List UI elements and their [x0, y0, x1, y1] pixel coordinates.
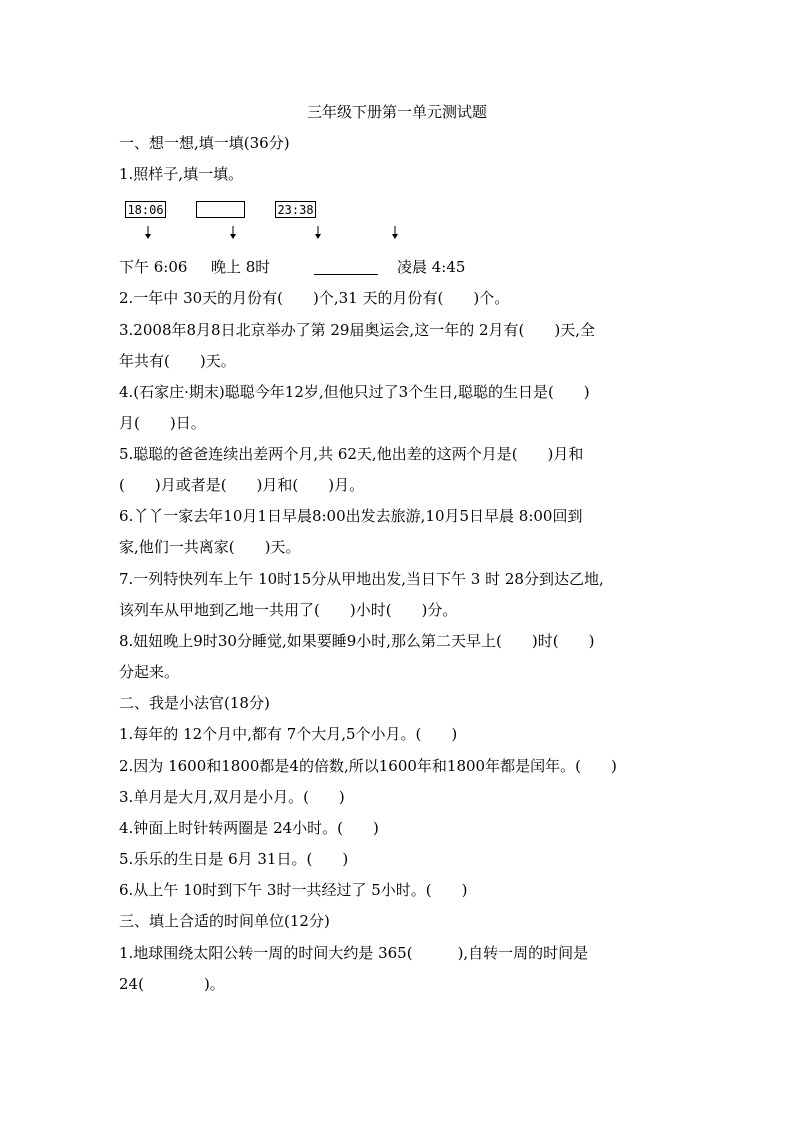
question-5-line-2: ( )月或者是( )月和( )月。 — [119, 476, 365, 494]
question-3-line-1: 3.2008年8月8日北京举办了第 29届奥运会,这一年的 2月有( )天,全 — [119, 321, 595, 339]
section3-question-1-line-2: 24( )。 — [119, 975, 225, 993]
question-4-line-1: 4.(石家庄·期末)聪聪今年12岁,但他只过了3个生日,聪聪的生日是( ) — [119, 383, 590, 401]
judgement-item-1: 1.每年的 12个月中,都有 7个大月,5个小月。( ) — [119, 725, 458, 743]
section3-question-1-line-1: 1.地球围绕太阳公转一周的时间大约是 365( ),自转一周的时间是 — [119, 944, 589, 962]
down-arrow-icon — [313, 226, 323, 240]
question-3-line-2: 年共有( )天。 — [119, 352, 236, 370]
question-2: 2.一年中 30天的月份有( )个,31 天的月份有( )个。 — [119, 289, 510, 307]
digital-clock-3: 23:38 — [275, 201, 316, 218]
question-5-line-1: 5.聪聪的爸爸连续出差两个月,共 62天,他出差的这两个月是( )月和 — [119, 445, 584, 463]
down-arrow-icon — [143, 226, 153, 240]
page-title: 三年级下册第一单元测试题 — [306, 103, 487, 121]
time-label-1: 下午 6:06 — [119, 258, 188, 276]
answer-blank[interactable] — [314, 274, 378, 275]
question-7-line-1: 7.一列特快列车上午 10时15分从甲地出发,当日下午 3 时 28分到达乙地, — [119, 570, 604, 588]
judgement-item-3: 3.单月是大月,双月是小月。( ) — [119, 788, 345, 806]
judgement-item-2: 2.因为 1600和1800都是4的倍数,所以1600年和1800年都是闰年。( ) — [119, 757, 617, 775]
question-1-text: 1.照样子,填一填。 — [119, 165, 244, 183]
judgement-item-6: 6.从上午 10时到下午 3时一共经过了 5小时。( ) — [119, 881, 468, 899]
judgement-item-4: 4.钟面上时针转两圈是 24小时。( ) — [119, 819, 379, 837]
digital-clock-blank[interactable] — [196, 201, 245, 218]
question-4-line-2: 月( )日。 — [119, 414, 206, 432]
question-8-line-1: 8.妞妞晚上9时30分睡觉,如果要睡9小时,那么第二天早上( )时( ) — [119, 632, 595, 650]
question-7-line-2: 该列车从甲地到乙地一共用了( )小时( )分。 — [119, 601, 458, 619]
question-8-line-2: 分起来。 — [119, 663, 180, 681]
down-arrow-icon — [390, 226, 400, 240]
judgement-item-5: 5.乐乐的生日是 6月 31日。( ) — [119, 850, 349, 868]
time-label-4: 凌晨 4:45 — [397, 258, 466, 276]
question-6-line-1: 6.丫丫一家去年10月1日早晨8:00出发去旅游,10月5日早晨 8:00回到 — [119, 507, 583, 525]
section1-heading: 一、想一想,填一填(36分) — [119, 134, 290, 152]
section2-heading: 二、我是小法官(18分) — [119, 694, 270, 712]
time-label-2: 晚上 8时 — [211, 258, 271, 276]
question-6-line-2: 家,他们一共离家( )天。 — [119, 538, 301, 556]
section3-heading: 三、填上合适的时间单位(12分) — [119, 912, 330, 930]
down-arrow-icon — [228, 226, 238, 240]
digital-clock-1: 18:06 — [125, 201, 166, 218]
